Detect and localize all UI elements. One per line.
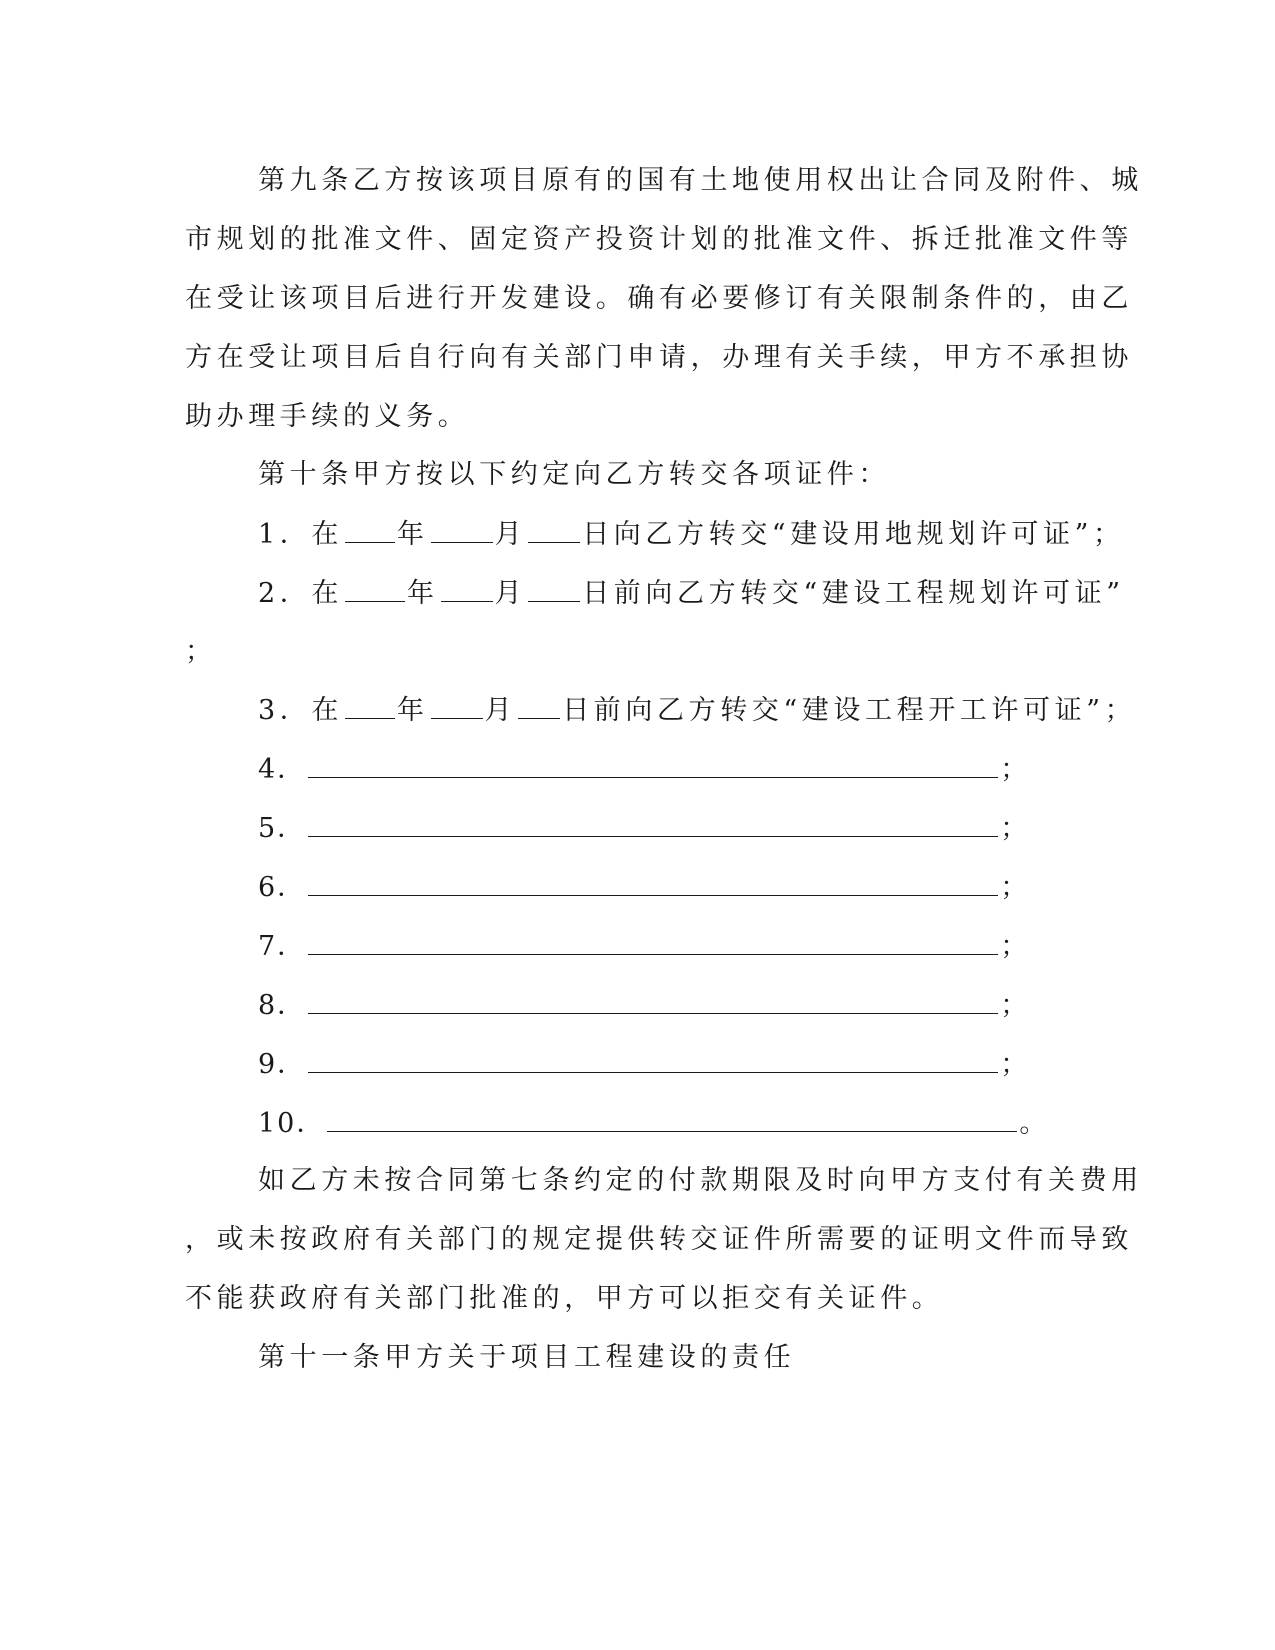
item-4-num: 4．: [258, 754, 307, 785]
month-label: 月: [494, 519, 527, 550]
article9-line-3: 在受让该项目后进行开发建设。确有必要修订有关限制条件的，由乙: [185, 283, 1133, 314]
item-10: [258, 1105, 1051, 1141]
item-2-tail: ；: [185, 636, 217, 667]
item-5: [258, 810, 1032, 846]
item-8-num: 8．: [258, 990, 307, 1021]
item-6-num: 6．: [258, 872, 307, 903]
refusal-para-line-2: ，或未按政府有关部门的规定提供转交证件所需要的证明文件而导致: [185, 1224, 1133, 1255]
item-7-num: 7．: [258, 931, 307, 962]
year-blank: [345, 575, 405, 602]
item-2: [258, 575, 1125, 611]
refusal-para-line-3: 不能获政府有关部门批准的，甲方可以拒交有关证件。: [185, 1283, 944, 1314]
refusal-para-line-1: 如乙方未按合同第七条约定的付款期限及时向甲方支付有关费用: [258, 1165, 1143, 1196]
item-8: [258, 987, 1032, 1023]
item-8-blank: [308, 987, 998, 1014]
item-1: [258, 516, 1125, 552]
item-10-blank: [327, 1105, 1017, 1132]
item-2-num: 2．在: [258, 578, 343, 609]
item-6: [258, 869, 1032, 905]
item-8-end: ；: [1000, 990, 1032, 1021]
item-4-end: ；: [1000, 754, 1032, 785]
article9-line-5: 助办理手续的义务。: [185, 401, 470, 432]
item-7-blank: [308, 928, 998, 955]
item-4: [258, 751, 1032, 787]
article10-heading: 第十条甲方按以下约定向乙方转交各项证件：: [258, 459, 890, 490]
year-blank: [345, 692, 395, 719]
day-blank: [528, 575, 580, 602]
item-1-num: 1．在: [258, 519, 343, 550]
item-7-end: ；: [1000, 931, 1032, 962]
article9-line-2: 市规划的批准文件、固定资产投资计划的批准文件、拆迁批准文件等: [185, 224, 1133, 255]
day-blank: [528, 516, 580, 543]
article9-line-4: 方在受让项目后自行向有关部门申请，办理有关手续，甲方不承担协: [185, 342, 1133, 373]
month-blank: [431, 516, 493, 543]
item-9-blank: [308, 1046, 998, 1073]
item-3-text: 日前向乙方转交“建设工程开工许可证”；: [562, 695, 1137, 726]
item-5-end: ；: [1000, 813, 1032, 844]
day-blank: [518, 692, 560, 719]
item-3-num: 3．在: [258, 695, 343, 726]
year-blank: [345, 516, 395, 543]
item-4-blank: [308, 751, 998, 778]
item-5-num: 5．: [258, 813, 307, 844]
item-5-blank: [308, 810, 998, 837]
month-blank: [441, 575, 493, 602]
year-label: 年: [406, 578, 439, 609]
year-label: 年: [396, 695, 429, 726]
item-10-num: 10．: [258, 1108, 326, 1139]
article11-heading: 第十一条甲方关于项目工程建设的责任: [258, 1342, 796, 1373]
item-3: [258, 692, 1136, 728]
item-2-text: 日前向乙方转交“建设工程规划许可证”: [582, 578, 1125, 609]
month-blank: [431, 692, 483, 719]
item-10-end: 。: [1019, 1108, 1051, 1139]
year-label: 年: [396, 519, 429, 550]
item-6-end: ；: [1000, 872, 1032, 903]
item-9-end: ；: [1000, 1049, 1032, 1080]
month-label: 月: [484, 695, 517, 726]
item-1-text: 日向乙方转交“建设用地规划许可证”；: [582, 519, 1125, 550]
item-9-num: 9．: [258, 1049, 307, 1080]
item-9: [258, 1046, 1032, 1082]
item-7: [258, 928, 1032, 964]
month-label: 月: [494, 578, 527, 609]
item-6-blank: [308, 869, 998, 896]
article9-line-1: 第九条乙方按该项目原有的国有土地使用权出让合同及附件、城: [258, 165, 1143, 196]
